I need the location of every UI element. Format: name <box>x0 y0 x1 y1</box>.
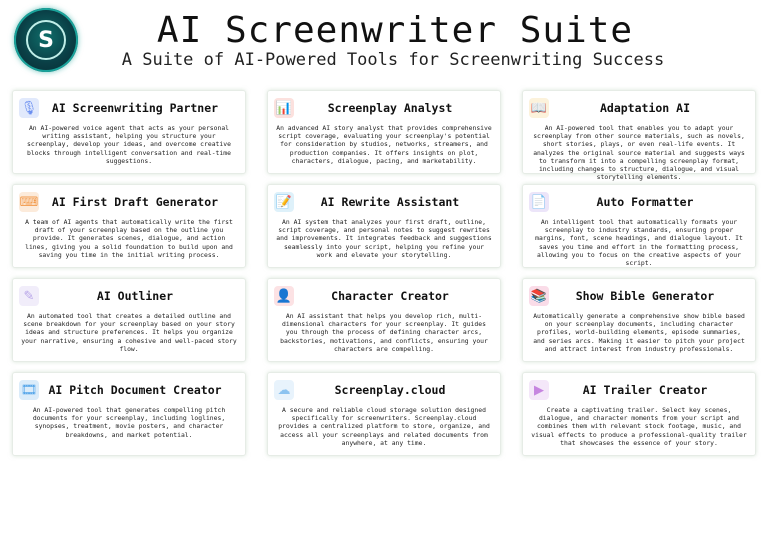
card-title: Screenplay.cloud <box>334 383 446 397</box>
card-description: An advanced AI story analyst that provides comprehensive script coverage, evaluating your screenplay's potential for consideration by studios, networks, streamers, and production companies. It offers insights on plot, characters, dialogue, pacing, and marketability. <box>276 124 492 165</box>
card-description: An AI-powered tool that generates compelling pitch documents for your screenplay, including loglines, synopses, treatment, movie posters, and character breakdowns, and market potential. <box>32 406 226 439</box>
tool-card[interactable] <box>12 278 246 362</box>
card-description: An automated tool that creates a detailed outline and scene breakdown for your screenplay based on your story ideas and structure preferences. It helps you organize your narrative, ensuring a cohesive and well-paced story flow. <box>21 312 237 353</box>
card-description: An AI assistant that helps you develop rich, multi-dimensional characters for your screenplay. It guides you through the process of defining character arcs, backstories, motivations, and conflicts, ensuring your characters are compelling. <box>280 312 488 353</box>
card-header <box>529 284 749 308</box>
tool-card[interactable] <box>12 184 246 268</box>
card-title: AI Outliner <box>96 289 174 303</box>
tools-grid <box>12 90 756 456</box>
format-document-icon: 📄 <box>529 192 549 212</box>
book-stack-icon: 📚 <box>529 286 549 306</box>
tool-card[interactable] <box>267 372 501 456</box>
card-header <box>274 284 494 308</box>
card-title: AI Screenwriting Partner <box>51 101 219 115</box>
card-header <box>529 378 749 402</box>
tool-card[interactable] <box>522 90 756 182</box>
card-description: Create a captivating trailer. Select key scenes, dialogue, and character moments from your script and combines them with relevant stock footage, music, and visual effects to produce a professional-quality trailer that showcases the essence of your story. <box>531 406 747 447</box>
card-title: AI First Draft Generator <box>51 195 219 209</box>
page-subtitle: A Suite of AI-Powered Tools for Screenwriting Success <box>121 50 665 70</box>
card-header <box>274 190 494 214</box>
card-title: AI Trailer Creator <box>582 383 708 397</box>
film-strip-icon: 🎞 <box>19 380 39 400</box>
tool-card[interactable] <box>522 184 756 268</box>
card-header <box>19 378 239 402</box>
card-description: An AI-powered voice agent that acts as your personal writing assistant, helping you structure your screenplay, develop your ideas, and overcome creative blocks through intelligent conversation and real-time suggestions. <box>27 124 231 165</box>
tool-card[interactable] <box>12 372 246 456</box>
card-description: A team of AI agents that automatically write the first draft of your screenplay based on the outline you provide. It generates scenes, dialogue, and action lines, giving you a solid foundation to build upon and saving you time in the initial writing process. <box>25 218 233 259</box>
outline-edit-icon: ✎ <box>19 286 39 306</box>
bar-chart-icon: 📊 <box>274 98 294 118</box>
microphone-icon: 🎙 <box>19 98 39 118</box>
person-icon: 👤 <box>274 286 294 306</box>
card-description: An intelligent tool that automatically formats your screenplay to industry standards, ensuring proper margins, font, scene headings, and dialogue layout. It saves you time and effort in the formatting process, allowing you to focus on the creative aspects of your script. <box>535 218 743 268</box>
card-description: A secure and reliable cloud storage solution designed specifically for screenwriters. Screenplay.cloud provides a centralized platform to store, organize, and access all your screenplays and related documents from anywhere, at any time. <box>278 406 490 447</box>
card-title: Screenplay Analyst <box>327 101 453 115</box>
tool-card[interactable] <box>267 278 501 362</box>
card-title: Adaptation AI <box>599 101 690 115</box>
card-title: AI Pitch Document Creator <box>48 383 222 397</box>
typewriter-icon: ⌨ <box>19 192 39 212</box>
tool-card[interactable] <box>522 278 756 362</box>
cloud-icon: ☁ <box>274 380 294 400</box>
card-header <box>19 284 239 308</box>
card-header <box>274 96 494 120</box>
tool-card[interactable] <box>12 90 246 174</box>
card-header <box>529 190 749 214</box>
card-description: An AI-powered tool that enables you to adapt your screenplay from other source materials, such as novels, short stories, plays, or even real-life events. It analyzes the original source material and suggests ways to transform it into a compelling screenplay format, including changes to structure, dialogue, and visual storytelling elements. <box>533 124 745 182</box>
document-edit-icon: 📝 <box>274 192 294 212</box>
card-header <box>274 378 494 402</box>
tool-card[interactable] <box>267 184 501 268</box>
open-book-icon: 📖 <box>529 98 549 118</box>
card-header <box>529 96 749 120</box>
page-title: AI Screenwriter Suite <box>156 10 634 51</box>
tool-card[interactable] <box>522 372 756 456</box>
tool-card[interactable] <box>267 90 501 174</box>
card-title: AI Rewrite Assistant <box>320 195 460 209</box>
card-title: Show Bible Generator <box>575 289 715 303</box>
card-description: Automatically generate a comprehensive show bible based on your screenplay documents, including character profiles, world-building elements, episode summaries, and series arcs. Making it easier to pitch your project and attract interest from industry professionals. <box>533 312 745 353</box>
card-title: Character Creator <box>331 289 449 303</box>
card-header <box>19 190 239 214</box>
card-title: Auto Formatter <box>596 195 694 209</box>
video-clip-icon: ▶ <box>529 380 549 400</box>
card-description: An AI system that analyzes your first draft, outline, script coverage, and personal notes to suggest rewrites and improvements. It integrates feedback and suggestions seamlessly into your script, helping you refine your work and elevate your storytelling. <box>276 218 492 259</box>
card-header <box>19 96 239 120</box>
logo-letter: S <box>26 20 66 60</box>
